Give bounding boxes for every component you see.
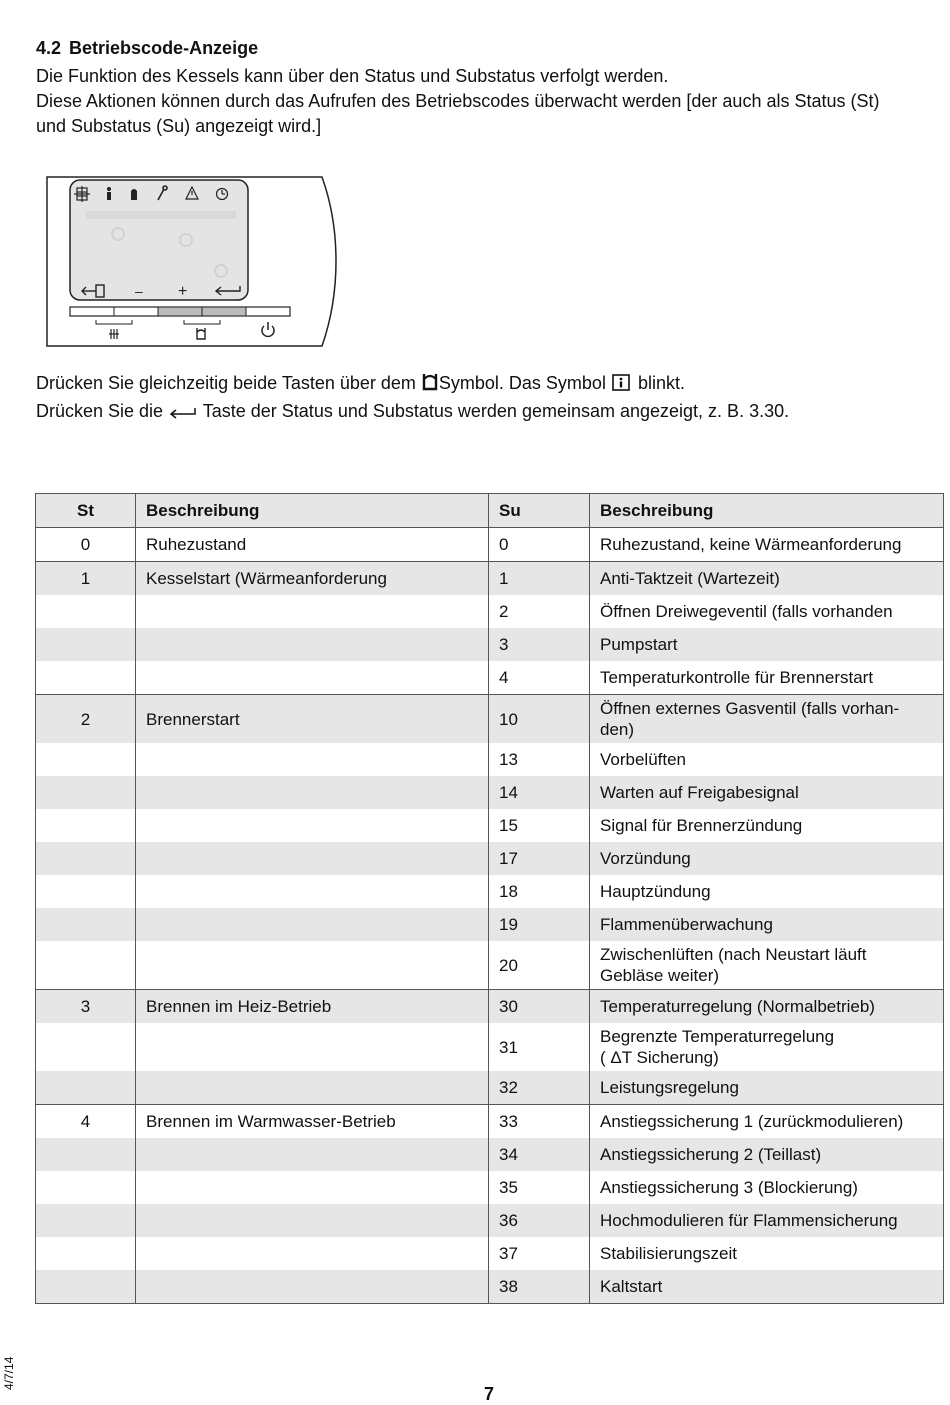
su-cell: 18 [489,875,590,908]
su-description-cell [590,1023,944,1071]
su-cell: 14 [489,776,590,809]
table-row [36,776,944,809]
table-row [36,908,944,941]
su-description-line: Vorbelüften [600,750,687,769]
st-description-cell: Kesselstart (Wärmeanforderung [136,562,489,596]
st-cell [36,628,136,661]
su-cell: 36 [489,1204,590,1237]
st-description-cell: Ruhezustand [136,528,489,562]
su-cell: 34 [489,1138,590,1171]
section-heading [36,38,258,59]
instruction-line-2 [36,399,944,427]
st-cell [36,1071,136,1105]
su-cell: 13 [489,743,590,776]
su-cell: 10 [489,695,590,744]
su-description-line: Anstiegssicherung 3 (Blockierung) [600,1178,858,1197]
st-description-cell [136,908,489,941]
su-description-cell [590,1138,944,1171]
su-cell: 31 [489,1023,590,1071]
table-row [36,528,944,562]
st-description-cell [136,776,489,809]
section-number: 4.2 [36,38,62,58]
su-cell: 35 [489,1171,590,1204]
table-row [36,562,944,596]
su-description-line: Öffnen externes Gasventil (falls vorhan- [600,699,900,718]
su-description-cell [590,695,944,744]
su-description-line: Temperaturkontrolle für Brennerstart [600,668,874,687]
su-description-line: Temperaturregelung (Normalbetrieb) [600,997,875,1016]
su-description-line: Vorzündung [600,849,691,868]
su-description-cell [590,528,944,562]
table-row [36,743,944,776]
su-description-line: Ruhezustand, keine Wärmeanforderung [600,535,902,554]
table-row [36,595,944,628]
st-cell [36,661,136,695]
table-row [36,1023,944,1071]
person-icon [107,187,111,200]
status-code-table [35,493,944,1304]
st-description-cell [136,595,489,628]
st-cell: 2 [36,695,136,744]
st-cell [36,1237,136,1270]
su-cell: 3 [489,628,590,661]
su-description-line: Pumpstart [600,635,678,654]
su-description-cell [590,809,944,842]
su-description-cell [590,628,944,661]
su-cell: 32 [489,1071,590,1105]
st-description-cell [136,1171,489,1204]
su-description-line: Zwischenlüften (nach Neustart läuft [600,945,867,964]
st-cell [36,809,136,842]
su-description-cell [590,842,944,875]
su-cell: 0 [489,528,590,562]
su-description-cell [590,776,944,809]
instruction-text: Symbol. Das Symbol [438,373,611,393]
su-description-cell [590,562,944,596]
st-description-cell [136,1270,489,1304]
st-cell: 3 [36,990,136,1024]
table-row [36,941,944,990]
su-description-line: Signal für Brennerzündung [600,816,803,835]
st-description-cell: Brennen im Heiz-Betrieb [136,990,489,1024]
table-row [36,1138,944,1171]
intro-line: Die Funktion des Kessels kann über den Status und Substatus verfolgt werden. [36,66,669,86]
st-description-cell [136,1237,489,1270]
su-description-line: Anti-Taktzeit (Wartezeit) [600,569,780,588]
su-description-cell [590,1204,944,1237]
su-description-cell [590,1237,944,1270]
table-row [36,695,944,744]
radiator-icon [109,329,119,339]
st-description-cell [136,809,489,842]
table-row [36,1237,944,1270]
table-row [36,1270,944,1304]
header-su: Su [489,494,590,528]
st-cell: 0 [36,528,136,562]
table-row [36,1204,944,1237]
su-description-line: Stabilisierungszeit [600,1244,738,1263]
st-cell: 4 [36,1105,136,1139]
table-row [36,1105,944,1139]
revision-date: 4/7/14 [2,1356,16,1390]
enter-arrow-icon [168,402,198,427]
st-cell [36,776,136,809]
table-row [36,809,944,842]
su-description-cell [590,595,944,628]
su-description-cell [590,1270,944,1304]
su-description-cell [590,941,944,990]
st-cell [36,743,136,776]
su-description-cell [590,1171,944,1204]
table-header-row [36,494,944,528]
su-description-line: Warten auf Freigabesignal [600,783,799,802]
plus-label: + [178,283,188,300]
st-description-cell [136,628,489,661]
intro-line: Diese Aktionen können durch das Aufrufen des Betriebscodes überwacht werden [der auch als Status (St) [36,91,880,111]
table-row [36,1171,944,1204]
page-number: 7 [483,1384,494,1404]
su-description-line: ( ΔT Sicherung) [600,1048,719,1067]
su-description-line: Anstiegssicherung 2 (Teillast) [600,1145,822,1164]
st-cell [36,941,136,990]
su-description-line: Kaltstart [600,1277,663,1296]
st-description-cell [136,875,489,908]
instructions [36,371,944,427]
st-description-cell [136,941,489,990]
table-body [36,528,944,1304]
su-cell: 4 [489,661,590,695]
st-description-cell: Brennerstart [136,695,489,744]
tap-icon [421,372,439,399]
instruction-line-1 [36,371,944,399]
su-cell: 38 [489,1270,590,1304]
su-description-cell [590,990,944,1024]
su-description-cell [590,875,944,908]
su-cell: 2 [489,595,590,628]
st-cell [36,1204,136,1237]
intro-line: und Substatus (Su) angezeigt wird.] [36,116,322,136]
su-description-cell [590,661,944,695]
instruction-text: Taste der Status und Substatus werden gemeinsam angezeigt, z. B. 3.30. [198,401,790,421]
st-description-cell [136,1023,489,1071]
header-st-description: Beschreibung [136,494,489,528]
minus-label: – [135,283,143,299]
su-description-line: Öffnen Dreiwegeventil (falls vorhanden [600,602,893,621]
header-su-description: Beschreibung [590,494,944,528]
table-row [36,661,944,695]
su-description-cell [590,1105,944,1139]
st-cell [36,1171,136,1204]
st-cell [36,1138,136,1171]
st-cell [36,1023,136,1071]
st-cell [36,908,136,941]
su-description-cell [590,743,944,776]
su-description-line: Hochmodulieren für Flammensicherung [600,1211,898,1230]
sun-grid-icon [74,186,90,202]
st-description-cell [136,1204,489,1237]
st-description-cell [136,1138,489,1171]
st-cell: 1 [36,562,136,596]
su-cell: 30 [489,990,590,1024]
st-description-cell: Brennen im Warmwasser-Betrieb [136,1105,489,1139]
su-cell: 19 [489,908,590,941]
info-icon [611,374,633,399]
st-description-cell [136,661,489,695]
intro-text [36,64,944,139]
instruction-text: Drücken Sie die [36,401,169,421]
hand-icon [131,189,137,200]
su-description-line: den) [600,720,635,739]
st-cell [36,595,136,628]
su-cell: 20 [489,941,590,990]
su-description-line: Leistungsregelung [600,1078,739,1097]
instruction-text: blinkt. [632,373,685,393]
su-cell: 15 [489,809,590,842]
su-cell: 1 [489,562,590,596]
su-description-line: Anstiegssicherung 1 (zurückmodulieren) [600,1112,904,1131]
table-row [36,875,944,908]
st-description-cell [136,1071,489,1105]
st-cell [36,842,136,875]
su-cell: 33 [489,1105,590,1139]
table-row [36,628,944,661]
section-title: Betriebscode-Anzeige [69,38,259,58]
st-description-cell [136,842,489,875]
su-description-line: Gebläse weiter) [600,966,720,985]
instruction-text: Drücken Sie gleichzeitig beide Tasten über dem [36,373,421,393]
su-cell: 37 [489,1237,590,1270]
su-description-cell [590,1071,944,1105]
st-cell [36,1270,136,1304]
su-description-line: Begrenzte Temperaturregelung [600,1027,835,1046]
st-description-cell [136,743,489,776]
su-description-cell [590,908,944,941]
control-panel-illustration [46,176,338,348]
table-row [36,990,944,1024]
table-row [36,1071,944,1105]
header-st: St [36,494,136,528]
table-row [36,842,944,875]
st-cell [36,875,136,908]
su-description-line: Hauptzündung [600,882,711,901]
su-cell: 17 [489,842,590,875]
su-description-line: Flammenüberwachung [600,915,773,934]
